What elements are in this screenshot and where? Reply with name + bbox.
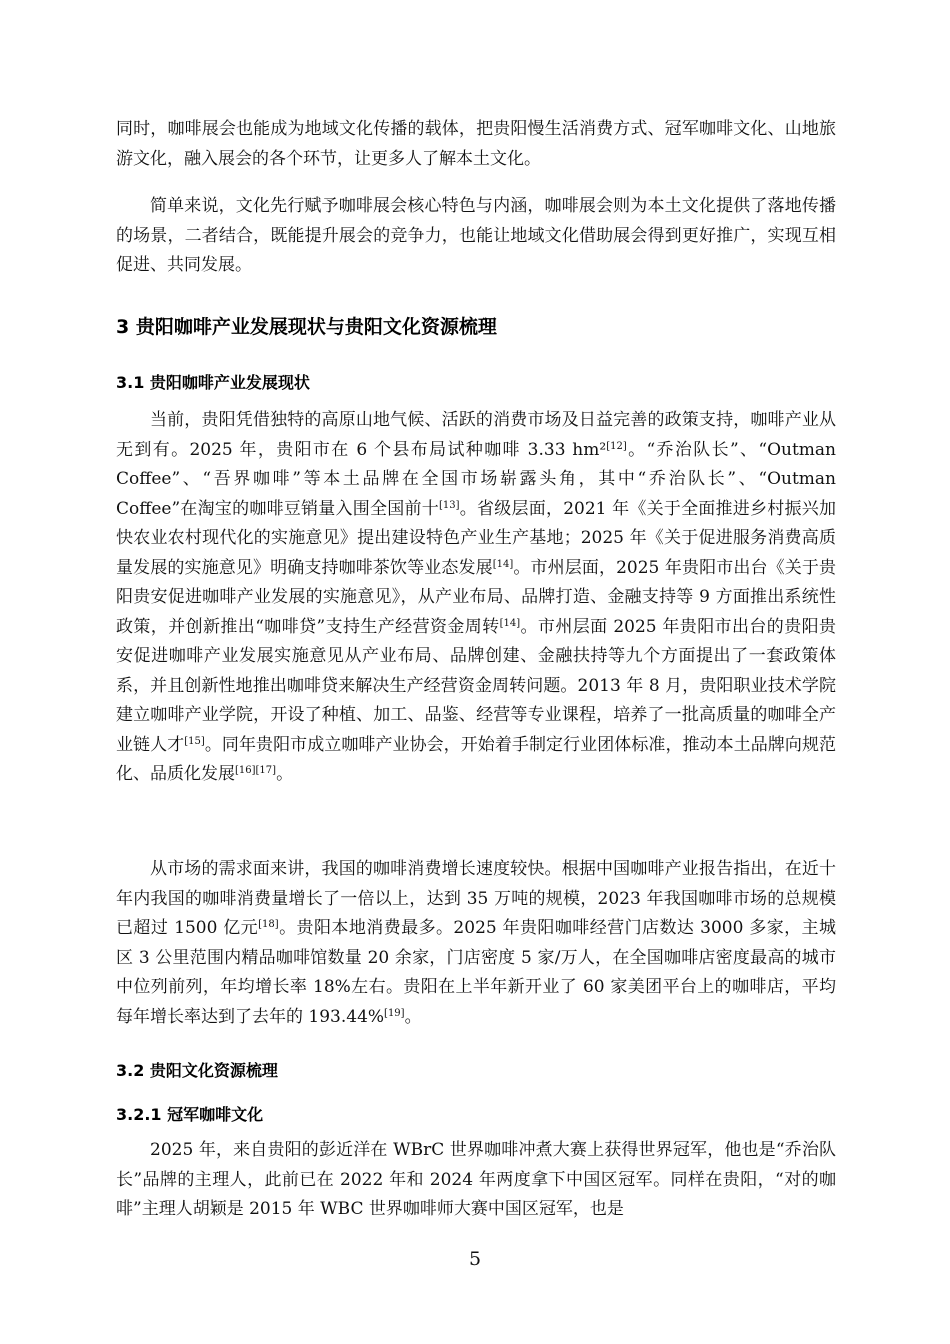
- section-3-2-1-heading: 3.2.1 冠军咖啡文化: [116, 1105, 264, 1124]
- paragraph-3-2-1: 2025 年，来自贵阳的彭近洋在 WBrC 世界咖啡冲煮大赛上获得世界冠军，他也是“乔治队长”品牌的主理人，此前已在 2022 年和 2024 年两度拿下中国区冠军。同样在贵阳，“对的咖啡”主理人胡颖是 2015 年 WBC 世界咖啡师大赛中国区冠军，也是: [116, 1140, 836, 1219]
- paragraph-3-1-market: 从市场的需求面来讲，我国的咖啡消费增长速度较快。根据中国咖啡产业报告指出，在近十年内我国的咖啡消费量增长了一倍以上，达到 35 万吨的规模，2023 年我国咖啡市场的总规模已超过 1500 亿元[18]。贵阳本地消费最多。2025 年贵阳咖啡经营门店数达 3000 多家，主城区 3 公里范围内精品咖啡馆数量 20 余家，门店密度 5 家/万人，在全国咖啡店密度最高的城市中位列前列，年均增长率 18%左右。贵阳在上半年新开业了 60 家美团平台上的咖啡店，平均每年增长率达到了去年的 193.44%[19]。: [116, 859, 836, 1027]
- paragraph-summary: 简单来说，文化先行赋予咖啡展会核心特色与内涵，咖啡展会则为本土文化提供了落地传播的场景，二者结合，既能提升展会的竞争力，也能让地域文化借助展会得到更好推广，实现互相促进、共同发展。: [116, 196, 836, 275]
- citation: [13]: [438, 499, 460, 511]
- citation: [12]: [606, 440, 627, 452]
- citation: [19]: [384, 1007, 405, 1019]
- section-3-2-heading: 3.2 贵阳文化资源梳理: [116, 1061, 278, 1080]
- citation: [14]: [492, 558, 514, 570]
- citation: [15]: [184, 735, 205, 747]
- paragraph-intro: 同时，咖啡展会也能成为地域文化传播的载体，把贵阳慢生活消费方式、冠军咖啡文化、山地旅游文化，融入展会的各个环节，让更多人了解本土文化。: [116, 119, 836, 169]
- citation: [14]: [499, 617, 521, 629]
- section-3-heading: 3 贵阳咖啡产业发展现状与贵阳文化资源梳理: [116, 316, 497, 338]
- section-3-1-heading: 3.1 贵阳咖啡产业发展现状: [116, 373, 310, 392]
- paragraph-3-1: 当前，贵阳凭借独特的高原山地气候、活跃的消费市场及日益完善的政策支持，咖啡产业从无到有。2025 年，贵阳市在 6 个县布局试种咖啡 3.33 hm²[12]。“乔治队长”、“Outman Coffee”、“吾界咖啡”等本土品牌在全国市场崭露头角，其中“乔治队长”、“Outman Coffee”在淘宝的咖啡豆销量入围全国前十[13]。省级层面，2021 年《关于全面推进乡村振兴加快农业农村现代化的实施意见》提出建设特色产业生产基地；2025 年《关于促进服务消费高质量发展的实施意见》明确支持咖啡茶饮等业态发展[14]。市州层面，2025 年贵阳市出台《关于贵阳贵安促进咖啡产业发展的实施意见》，从产业布局、品牌打造、金融支持等 9 方面推出系统性政策，并创新推出“咖啡贷”支持生产经营资金周转[14]。市州层面 2025 年贵阳市出台的贵阳贵安促进咖啡产业发展实施意见从产业布局、品牌创建、金融扶持等九个方面提出了一套政策体系，并且创新性地推出咖啡贷来解决生产经营资金周转问题。2013 年 8 月，贵阳职业技术学院建立咖啡产业学院，开设了种植、加工、品鉴、经营等专业课程，培养了一批高质量的咖啡全产业链人才[15]。同年贵阳市成立咖啡产业协会，开始着手制定行业团体标准，推动本土品牌向规范化、品质化发展[16][17]。: [116, 410, 837, 784]
- page-number: 5: [468, 1248, 482, 1270]
- citation: [16][17]: [235, 765, 277, 776]
- citation: [18]: [258, 919, 279, 930]
